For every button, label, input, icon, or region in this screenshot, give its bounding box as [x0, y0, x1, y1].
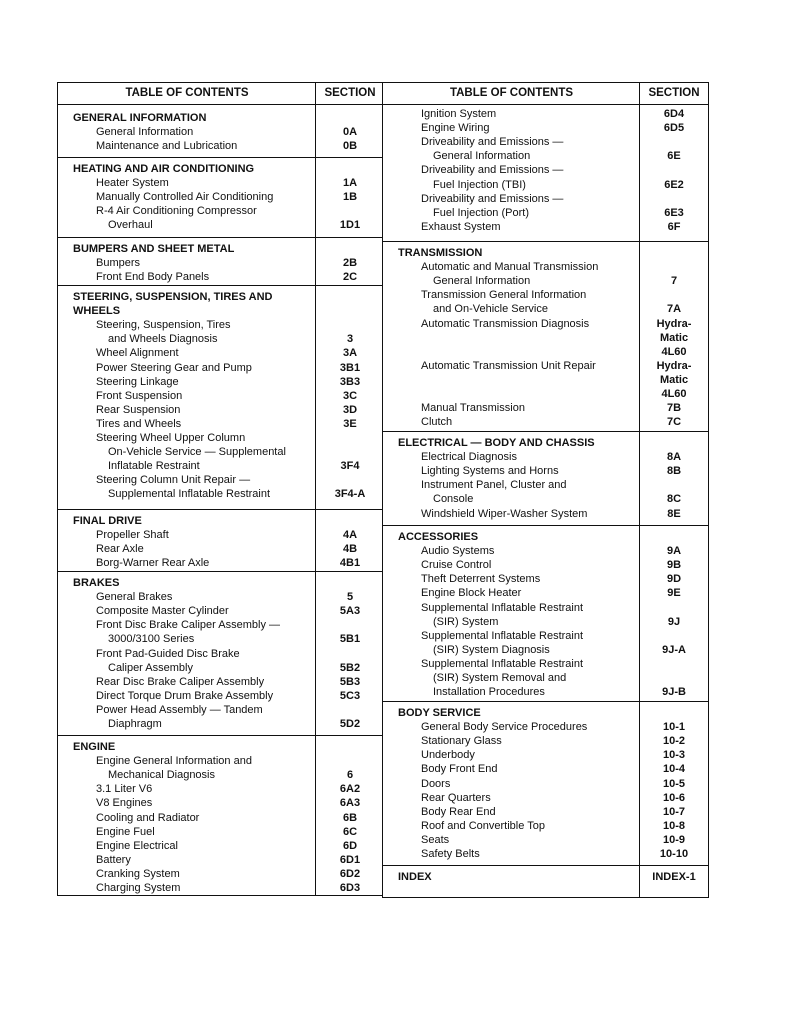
toc-group-transmission	[383, 241, 708, 431]
toc-entry	[383, 720, 708, 734]
toc-entry	[58, 839, 382, 853]
section-heading-row	[383, 870, 708, 884]
section-heading: ACCESSORIES	[398, 531, 479, 543]
entry-title: Ignition System	[421, 108, 497, 120]
section-code: 6C	[342, 825, 358, 838]
entry-title: Diaphragm	[108, 718, 162, 730]
toc-entry	[383, 643, 708, 657]
section-code: 3	[346, 333, 354, 346]
section-code: 10-1	[662, 721, 686, 734]
toc-entry	[383, 260, 708, 274]
section-code: 10-6	[662, 791, 686, 804]
entry-title: Power Steering Gear and Pump	[96, 361, 252, 374]
toc-group-engine-continued	[383, 105, 708, 241]
toc-entry	[58, 459, 382, 473]
toc-entry	[383, 415, 708, 429]
section-code: 7C	[666, 416, 682, 429]
entry-title: Borg-Warner Rear Axle	[96, 557, 210, 570]
entry-title: Console	[433, 493, 474, 506]
toc-entry	[58, 675, 382, 689]
section-code: 3B1	[339, 361, 361, 374]
toc-entry	[58, 811, 382, 825]
section-code: 6A3	[339, 797, 361, 810]
toc-entry	[58, 796, 382, 810]
toc-entry	[383, 507, 708, 521]
section-heading-row	[58, 514, 382, 528]
section-code: 6D3	[339, 882, 361, 894]
entry-title: Bumpers	[96, 257, 141, 270]
toc-entry	[383, 135, 708, 149]
toc-entry	[383, 586, 708, 600]
entry-title: General Brakes	[96, 591, 173, 604]
toc-table-right	[382, 82, 709, 898]
entry-title: Heater System	[96, 177, 169, 190]
toc-entry	[58, 703, 382, 717]
toc-entry	[383, 762, 708, 776]
entry-title: Automatic Transmission Unit Repair	[421, 359, 596, 372]
section-heading: BODY SERVICE	[398, 707, 481, 719]
toc-group-general-information	[58, 105, 382, 157]
toc-entry	[58, 853, 382, 867]
entry-title: Supplemental Inflatable Restraint	[108, 488, 271, 501]
toc-group-index	[383, 865, 708, 896]
section-code: 9B	[666, 559, 682, 572]
toc-entry	[58, 528, 382, 542]
entry-title: Engine Fuel	[96, 825, 155, 838]
toc-group-body-service	[383, 701, 708, 865]
toc-entry	[383, 387, 708, 401]
entry-title: (SIR) System Diagnosis	[433, 643, 550, 656]
entry-title: Driveability and Emissions —	[421, 164, 564, 177]
section-code: 8C	[666, 493, 682, 506]
entry-title: Driveability and Emissions —	[421, 192, 564, 205]
section-code: 10-7	[662, 805, 686, 818]
entry-title: Doors	[421, 777, 451, 790]
section-heading: STEERING, SUSPENSION, TIRES AND	[73, 291, 273, 303]
entry-title: Steering Linkage	[96, 375, 179, 388]
toc-group-engine	[58, 735, 382, 894]
entry-title: Body Front End	[421, 763, 498, 776]
entry-title: Transmission General Information	[421, 289, 587, 302]
entry-title: Rear Disc Brake Caliper Assembly	[96, 675, 265, 688]
toc-entry	[383, 819, 708, 833]
section-heading-row	[383, 246, 708, 260]
section-code: 10-10	[659, 848, 689, 860]
toc-entry	[58, 389, 382, 403]
section-heading: HEATING AND AIR CONDITIONING	[73, 163, 255, 175]
entry-title: Rear Suspension	[96, 403, 181, 416]
section-code: 10-4	[662, 763, 686, 776]
section-code: 10-9	[662, 833, 686, 846]
section-code: Matic	[659, 331, 689, 344]
entry-title: Stationary Glass	[421, 735, 502, 748]
section-heading-row	[58, 304, 382, 318]
toc-entry	[383, 373, 708, 387]
section-heading-row	[58, 290, 382, 304]
section-code: 5	[346, 591, 354, 604]
toc-entry	[383, 685, 708, 699]
toc-entry	[58, 881, 382, 895]
entry-title: (SIR) System Removal and	[433, 672, 567, 684]
entry-title: 3.1 Liter V6	[96, 783, 153, 796]
section-code: 3A	[342, 347, 358, 360]
toc-entry	[383, 558, 708, 572]
toc-entry	[58, 487, 382, 501]
toc-entry	[383, 359, 708, 373]
section-code: Hydra-	[656, 359, 692, 372]
entry-title: Inflatable Restraint	[108, 460, 200, 473]
toc-entry	[58, 473, 382, 487]
section-code: INDEX-1	[652, 871, 696, 883]
toc-entry	[58, 125, 382, 139]
toc-entry	[58, 332, 382, 346]
table-header	[58, 83, 382, 105]
section-code: 6A2	[339, 783, 361, 796]
section-code: 4A	[342, 529, 358, 542]
table-header	[383, 83, 708, 105]
toc-entry	[383, 734, 708, 748]
toc-entry	[58, 754, 382, 768]
toc-entry	[383, 464, 708, 478]
entry-title: Electrical Diagnosis	[421, 451, 517, 464]
section-code: 9J-A	[662, 643, 686, 656]
section-heading-row	[383, 436, 708, 450]
toc-entry	[58, 867, 382, 881]
toc-entry	[383, 274, 708, 288]
section-code: 6E3	[664, 206, 684, 219]
section-heading: WHEELS	[73, 305, 121, 318]
section-heading: BRAKES	[73, 577, 120, 589]
section-heading-row	[383, 530, 708, 544]
entry-title: Manual Transmission	[421, 402, 525, 415]
toc-entry	[383, 317, 708, 331]
entry-title: Tires and Wheels	[96, 417, 182, 430]
toc-entry	[383, 601, 708, 615]
entry-title: Front Pad-Guided Disc Brake	[96, 647, 240, 660]
toc-entry	[383, 192, 708, 206]
entry-title: Front Suspension	[96, 389, 183, 402]
entry-title: Caliper Assembly	[108, 661, 193, 674]
toc-entry	[383, 107, 708, 121]
toc-group-brakes	[58, 571, 382, 735]
entry-title: Installation Procedures	[433, 686, 545, 699]
section-code: Matic	[659, 373, 689, 386]
toc-entry	[383, 331, 708, 345]
section-code: 2B	[342, 257, 358, 270]
entry-title: Front End Body Panels	[96, 271, 210, 284]
toc-entry	[383, 748, 708, 762]
toc-entry	[58, 647, 382, 661]
section-heading: FINAL DRIVE	[73, 515, 142, 527]
toc-entry	[58, 256, 382, 270]
entry-title: Overhaul	[108, 219, 153, 232]
section-code: 5C3	[339, 689, 361, 702]
toc-entry	[58, 318, 382, 332]
entry-title: Direct Torque Drum Brake Assembly	[96, 689, 274, 702]
toc-entry	[58, 218, 382, 232]
toc-entry	[383, 288, 708, 302]
entry-title: Clutch	[421, 416, 453, 429]
section-code: 9E	[667, 587, 681, 600]
section-code: 10-8	[662, 819, 686, 832]
section-code: 6F	[667, 220, 681, 233]
section-code: 9D	[666, 573, 682, 586]
entry-title: Engine Electrical	[96, 839, 178, 852]
toc-entry	[383, 847, 708, 861]
toc-entry	[58, 782, 382, 796]
entry-title: Charging System	[96, 882, 181, 894]
toc-entry	[58, 204, 382, 218]
section-code: 4L60	[661, 345, 687, 358]
entry-title: Front Disc Brake Caliper Assembly —	[96, 619, 280, 632]
entry-title: Supplemental Inflatable Restraint	[421, 657, 584, 670]
toc-entry	[383, 401, 708, 415]
toc-entry	[383, 478, 708, 492]
section-code: 6D5	[663, 122, 685, 135]
section-code: 0B	[342, 140, 358, 153]
toc-entry	[58, 403, 382, 417]
toc-entry	[383, 833, 708, 847]
entry-title: Safety Belts	[421, 848, 480, 860]
toc-group-bumpers-sheet-metal	[58, 237, 382, 285]
entry-title: Audio Systems	[421, 545, 495, 558]
entry-title: Engine Block Heater	[421, 587, 522, 600]
toc-entry	[58, 139, 382, 153]
entry-title: and On-Vehicle Service	[433, 303, 548, 316]
entry-title: General Information	[96, 126, 194, 139]
toc-entry	[383, 777, 708, 791]
header-section: SECTION	[648, 87, 700, 99]
toc-entry	[383, 206, 708, 220]
entry-title: Instrument Panel, Cluster and	[421, 479, 567, 492]
section-code: 5D2	[339, 718, 361, 730]
entry-title: Theft Deterrent Systems	[421, 573, 541, 586]
toc-entry	[383, 220, 708, 234]
section-heading: ENGINE	[73, 741, 116, 753]
entry-title: Propeller Shaft	[96, 529, 169, 542]
entry-title: Automatic Transmission Diagnosis	[421, 317, 590, 330]
toc-entry	[58, 431, 382, 445]
section-heading: INDEX	[398, 871, 432, 883]
section-code: 6D	[342, 839, 358, 852]
entry-title: Wheel Alignment	[96, 347, 179, 360]
entry-title: Rear Quarters	[421, 791, 491, 804]
entry-title: Engine General Information and	[96, 755, 252, 768]
section-code: 7A	[666, 303, 682, 316]
toc-entry	[383, 671, 708, 685]
section-heading: BUMPERS AND SHEET METAL	[73, 243, 235, 255]
toc-entry	[383, 572, 708, 586]
header-title: TABLE OF CONTENTS	[449, 87, 574, 99]
section-code: 10-2	[662, 735, 686, 748]
section-code: 6D2	[339, 867, 361, 880]
entry-title: Lighting Systems and Horns	[421, 465, 559, 478]
toc-entry	[383, 178, 708, 192]
entry-title: Cruise Control	[421, 559, 492, 572]
section-code: 3F4-A	[334, 488, 366, 501]
section-code: 3F4	[340, 460, 360, 473]
toc-table-left	[57, 82, 383, 896]
toc-group-final-drive	[58, 509, 382, 571]
section-code: 5A3	[339, 605, 361, 618]
section-code: 6E2	[664, 178, 684, 191]
entry-title: Underbody	[421, 749, 475, 762]
toc-entry	[58, 556, 382, 570]
section-code: 3E	[343, 417, 357, 430]
toc-entry	[58, 361, 382, 375]
toc-entry	[383, 615, 708, 629]
section-heading-row	[383, 706, 708, 720]
toc-entry	[58, 632, 382, 646]
section-code: Hydra-	[656, 317, 692, 330]
entry-title: General Information	[433, 150, 531, 163]
entry-title: 3000/3100 Series	[108, 633, 195, 646]
entry-title: Body Rear End	[421, 805, 496, 818]
entry-title: Supplemental Inflatable Restraint	[421, 601, 584, 614]
header-title: TABLE OF CONTENTS	[125, 87, 249, 99]
toc-entry	[58, 417, 382, 431]
section-code: 9A	[666, 545, 682, 558]
section-code: 0A	[342, 126, 358, 139]
toc-entry	[383, 345, 708, 359]
entry-title: Battery	[96, 853, 131, 866]
toc-entry	[58, 445, 382, 459]
entry-title: Windshield Wiper-Washer System	[421, 507, 588, 520]
toc-entry	[58, 689, 382, 703]
section-code: 7	[670, 275, 678, 288]
toc-entry	[383, 492, 708, 506]
section-heading: ELECTRICAL — BODY AND CHASSIS	[398, 437, 595, 449]
section-code: 6D1	[339, 853, 361, 866]
section-code: 1A	[342, 177, 358, 190]
toc-entry	[383, 163, 708, 177]
entry-title: Composite Master Cylinder	[96, 605, 229, 618]
section-code: 6E	[667, 150, 681, 163]
toc-entry	[58, 190, 382, 204]
toc-group-electrical	[383, 431, 708, 525]
section-code: 4B	[342, 543, 358, 556]
toc-entry	[383, 121, 708, 135]
section-code: 8E	[667, 507, 681, 520]
section-code: 5B3	[339, 675, 361, 688]
section-code: 10-3	[662, 749, 686, 762]
section-heading-row	[58, 576, 382, 590]
section-code: 1B	[342, 191, 358, 204]
section-code: 9J	[667, 615, 681, 628]
toc-entry	[58, 717, 382, 731]
toc-entry	[383, 805, 708, 819]
section-code: 7B	[666, 402, 682, 415]
entry-title: Supplemental Inflatable Restraint	[421, 629, 584, 642]
section-heading: GENERAL INFORMATION	[73, 112, 207, 124]
section-code: 2C	[342, 271, 358, 284]
toc-entry	[58, 618, 382, 632]
entry-title: Mechanical Diagnosis	[108, 769, 215, 782]
section-code: 8A	[666, 451, 682, 464]
section-heading-row	[58, 162, 382, 176]
entry-title: Power Head Assembly — Tandem	[96, 703, 263, 716]
section-heading-row	[58, 242, 382, 256]
toc-group-steering-suspension	[58, 285, 382, 509]
toc-entry	[58, 661, 382, 675]
toc-entry	[58, 270, 382, 284]
toc-entry	[58, 604, 382, 618]
toc-entry	[383, 544, 708, 558]
entry-title: Engine Wiring	[421, 122, 490, 135]
entry-title: Driveability and Emissions —	[421, 136, 564, 149]
entry-title: Steering, Suspension, Tires	[96, 319, 231, 332]
section-code: 6D4	[663, 108, 685, 120]
section-code: 1D1	[339, 219, 361, 232]
section-heading-row	[58, 740, 382, 754]
section-code: 3C	[342, 389, 358, 402]
section-code: 9J-B	[662, 686, 686, 699]
header-section: SECTION	[324, 87, 376, 99]
section-code: 6	[346, 769, 354, 782]
entry-title: General Information	[433, 275, 531, 288]
section-code: 8B	[666, 465, 682, 478]
section-code: 5B2	[339, 661, 361, 674]
toc-entry	[383, 302, 708, 316]
toc-group-heating-air-conditioning	[58, 157, 382, 237]
entry-title: Rear Axle	[96, 543, 144, 556]
section-code: 4B1	[339, 557, 361, 570]
toc-entry	[383, 149, 708, 163]
entry-title: Manually Controlled Air Conditioning	[96, 191, 274, 204]
entry-title: Steering Wheel Upper Column	[96, 432, 246, 444]
section-heading: TRANSMISSION	[398, 247, 483, 259]
entry-title: Steering Column Unit Repair —	[96, 474, 251, 487]
toc-entry	[383, 657, 708, 671]
entry-title: (SIR) System	[433, 615, 499, 628]
entry-title: Fuel Injection (TBI)	[433, 178, 526, 191]
toc-entry	[58, 768, 382, 782]
entry-title: R-4 Air Conditioning Compressor	[96, 205, 257, 218]
toc-entry	[58, 346, 382, 360]
entry-title: Fuel Injection (Port)	[433, 206, 529, 219]
entry-title: Cooling and Radiator	[96, 811, 200, 824]
toc-entry	[58, 590, 382, 604]
entry-title: and Wheels Diagnosis	[108, 333, 218, 346]
section-code: 3D	[342, 403, 358, 416]
entry-title: Automatic and Manual Transmission	[421, 261, 599, 274]
toc-entry	[58, 542, 382, 556]
toc-entry	[58, 825, 382, 839]
toc-entry	[383, 629, 708, 643]
section-code: 10-5	[662, 777, 686, 790]
entry-title: Cranking System	[96, 867, 180, 880]
section-code: 6B	[342, 811, 358, 824]
entry-title: Roof and Convertible Top	[421, 819, 545, 832]
toc-entry	[383, 450, 708, 464]
toc-entry	[58, 375, 382, 389]
toc-entry	[58, 176, 382, 190]
toc-group-accessories	[383, 525, 708, 701]
entry-title: Exhaust System	[421, 220, 501, 233]
section-code: 5B1	[339, 633, 361, 646]
entry-title: General Body Service Procedures	[421, 721, 588, 734]
entry-title: Seats	[421, 833, 450, 846]
entry-title: On-Vehicle Service — Supplemental	[108, 446, 286, 459]
entry-title: V8 Engines	[96, 797, 153, 810]
toc-entry	[383, 791, 708, 805]
section-code: 3B3	[339, 375, 361, 388]
section-code: 4L60	[661, 388, 687, 400]
entry-title: Maintenance and Lubrication	[96, 140, 238, 153]
section-heading-row	[58, 111, 382, 125]
